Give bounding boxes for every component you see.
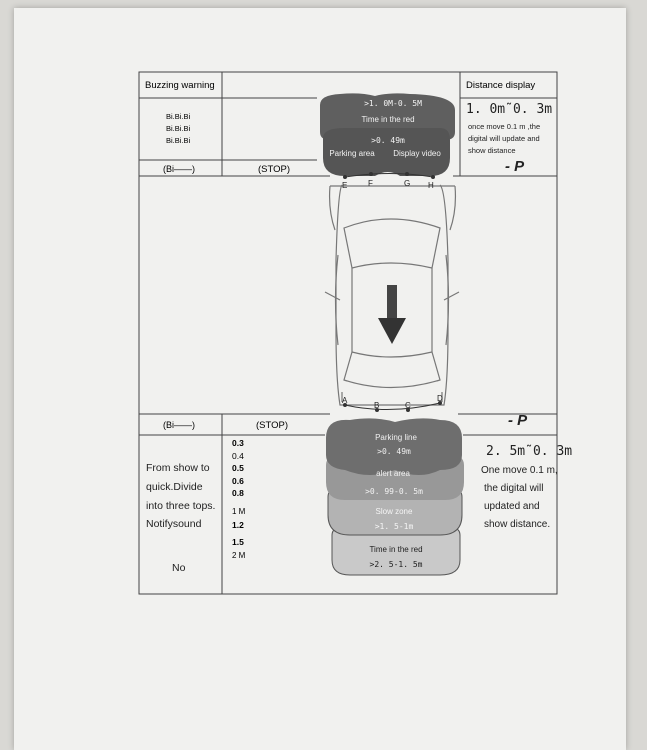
tick-9: 2 M xyxy=(232,551,246,560)
front-sensor-h: H xyxy=(428,181,434,190)
front-beep-1: Bi.Bi.Bi xyxy=(166,112,191,121)
rear-zone-parking-value: >0. 49m xyxy=(377,447,411,456)
front-range: 1. 0m˜0. 3m xyxy=(466,102,553,117)
rear-sensor-d: D xyxy=(437,394,443,403)
tick-8: 1.5 xyxy=(232,537,244,547)
rear-left-text-2: quick.Divide xyxy=(146,481,203,493)
tick-5: 0.8 xyxy=(232,488,244,498)
tick-4: 0.6 xyxy=(232,476,244,486)
rear-zone-red-title: Time in the red xyxy=(369,545,423,554)
front-bi-label: (Bi——) xyxy=(163,164,195,174)
rear-sensor-a: A xyxy=(342,396,348,405)
front-zone-close: >0. 49m xyxy=(371,136,405,145)
rear-stop-label: (STOP) xyxy=(256,420,289,431)
direction-arrow xyxy=(378,285,406,344)
tick-3: 0.5 xyxy=(232,463,244,473)
front-beep-2: Bi.Bi.Bi xyxy=(166,124,191,133)
front-zone-parking: Parking area xyxy=(329,149,375,158)
tick-1: 0.3 xyxy=(232,438,244,448)
front-desc-3: show distance xyxy=(468,146,516,155)
rear-zone-slow-value: >1. 5-1m xyxy=(374,522,414,531)
front-stop-label: (STOP) xyxy=(258,164,291,175)
tick-6: 1 M xyxy=(232,507,246,516)
rear-range: 2. 5m˜0. 3m xyxy=(486,444,573,459)
front-sensor-f: F xyxy=(368,179,373,188)
front-beep-3: Bi.Bi.Bi xyxy=(166,136,191,145)
front-display-p: - P xyxy=(505,158,525,175)
front-desc-1: once move 0.1 m ,the xyxy=(468,122,541,131)
front-zone-red: Time in the red xyxy=(361,115,415,124)
rear-no-label: No xyxy=(172,562,186,574)
rear-sensor-dots xyxy=(343,401,442,412)
rear-desc-4: show distance. xyxy=(484,519,551,530)
distance-display-header: Distance display xyxy=(466,80,536,91)
rear-left-text-1: From show to xyxy=(146,462,210,474)
rear-left-text-4: Notifysound xyxy=(146,518,202,530)
rear-zone-red-value: >2. 5-1. 5m xyxy=(369,560,423,569)
rear-left-text-3: into three tops. xyxy=(146,500,216,512)
front-desc-2: digital will update and xyxy=(468,134,540,143)
front-sensor-g: G xyxy=(404,179,411,188)
rear-bi-label: (Bi——) xyxy=(163,420,195,430)
front-zone-range: >1. 0M-0. 5M xyxy=(364,99,422,108)
rear-sensor-line xyxy=(345,403,440,410)
rear-sensor-b: B xyxy=(374,401,380,410)
rear-zone-slow-title: Slow zone xyxy=(375,507,413,516)
tick-7: 1.2 xyxy=(232,520,244,530)
front-sensor-e: E xyxy=(342,181,348,190)
rear-zone-alert-value: >0. 99-0. 5m xyxy=(365,487,423,496)
rear-sensor-c: C xyxy=(405,401,411,410)
rear-zone-parking-title: Parking line xyxy=(375,433,417,442)
buzzing-warning-header: Buzzing warning xyxy=(145,80,215,91)
tick-2: 0.4 xyxy=(232,451,244,461)
rear-display-p: - P xyxy=(508,412,528,429)
rear-desc-2: the digital will xyxy=(484,483,544,494)
rear-desc-3: updated and xyxy=(484,501,540,512)
front-zone-video: Display video xyxy=(393,149,441,158)
rear-zone-alert-title: alert area xyxy=(376,469,410,478)
rear-desc-1: One move 0.1 m, xyxy=(481,465,558,476)
